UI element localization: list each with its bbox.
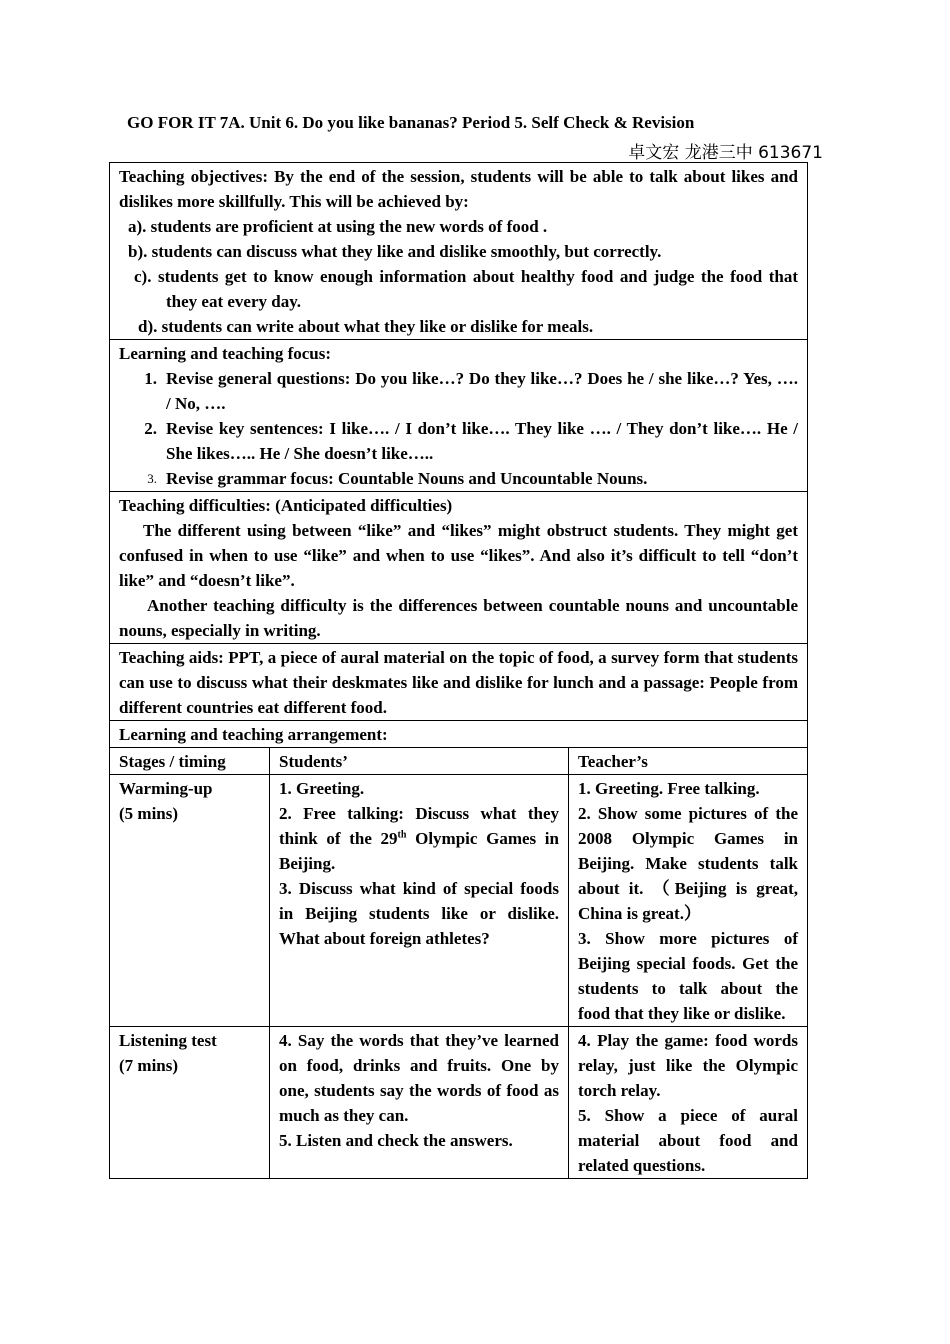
student-activity: 1. Greeting. [279, 779, 365, 798]
stage-timing: (5 mins) [119, 804, 179, 823]
objectives-row [110, 163, 808, 340]
difficulties-cell [110, 492, 808, 644]
objective-d: d). students can write about what they like or dislike for meals. [138, 317, 594, 336]
focus-item-number: 1. [144, 369, 157, 388]
focus-heading: Learning and teaching focus: [119, 344, 332, 363]
objective-a: a). students are proficient at using the new words of food . [128, 217, 548, 236]
focus-item [119, 366, 798, 416]
column-header-students: Students’ [270, 748, 569, 775]
focus-item [119, 416, 798, 466]
teacher-activity: 5. Show a piece of aural material about food and related questions. [578, 1106, 798, 1175]
focus-item-text: Revise key sentences: I like…. / I don’t like…. They like …. / They don’t like…. He / She likes….. He / She doesn’t like….. [166, 419, 798, 463]
objectives-cell [110, 163, 808, 340]
teacher-activity: 2. Show some pictures of the 2008 Olympic Games in Beijing. Make students talk about it. （Beijing is great, China is great.） [578, 804, 798, 923]
student-activity: 4. Say the words that they’ve learned on food, drinks and fruits. One by one, students say the words of food as much as they can. [279, 1031, 559, 1125]
listening-stage-cell [110, 1027, 270, 1179]
teacher-activity: 1. Greeting. Free talking. [578, 779, 760, 798]
stage-name: Warming-up [119, 779, 213, 798]
warmup-row [110, 775, 808, 1027]
document-title: GO FOR IT 7A. Unit 6. Do you like bananas? Period 5. Self Check & Revision [127, 113, 695, 132]
student-activity: 5. Listen and check the answers. [279, 1131, 513, 1150]
difficulties-row [110, 492, 808, 644]
aids-row [110, 644, 808, 721]
difficulties-heading: Teaching difficulties: (Anticipated difficulties) [119, 496, 453, 515]
aids-cell [110, 644, 808, 721]
aids-text: Teaching aids: PPT, a piece of aural material on the topic of food, a survey form that students can use to discuss what their deskmates like and dislike for lunch and a passage: People from different countries eat different food. [119, 648, 798, 717]
focus-row [110, 340, 808, 492]
arrangement-heading: Learning and teaching arrangement: [110, 721, 808, 748]
stage-timing: (7 mins) [119, 1056, 179, 1075]
warmup-stage-cell [110, 775, 270, 1027]
objective-b: b). students can discuss what they like and dislike smoothly, but correctly. [128, 242, 662, 261]
student-activity-part: Olympic Games in Beijing. [279, 829, 559, 873]
warmup-teacher-cell [569, 775, 808, 1027]
column-header-row [110, 748, 808, 775]
focus-item-number: 3. [147, 471, 157, 486]
arrangement-heading-row [110, 721, 808, 748]
difficulties-paragraph-2: Another teaching difficulty is the differences between countable nouns and uncountable nouns, especially in writing. [119, 596, 798, 640]
objectives-intro: Teaching objectives: By the end of the session, students will be able to talk about likes and dislikes more skillfully. This will be achieved by: [119, 167, 798, 211]
teacher-activity: 4. Play the game: food words relay, just like the Olympic torch relay. [578, 1031, 798, 1100]
ordinal-suffix: th [397, 829, 407, 841]
column-header-teachers: Teacher’s [569, 748, 808, 775]
teacher-activity: 3. Show more pictures of Beijing special foods. Get the students to talk about the food that they like or dislike. [578, 929, 798, 1023]
column-header-stages: Stages / timing [110, 748, 270, 775]
listening-teacher-cell [569, 1027, 808, 1179]
listening-students-cell [270, 1027, 569, 1179]
difficulties-paragraph-1: The different using between “like” and “likes” might obstruct students. They might get confused in when to use “like” and when to use “likes”. And also it’s difficult to tell “don’t like” and “doesn’t like”. [119, 521, 798, 590]
student-activity: 3. Discuss what kind of special foods in Beijing students like or dislike. What about foreign athletes? [279, 879, 559, 948]
stage-name: Listening test [119, 1031, 217, 1050]
focus-item [119, 466, 798, 491]
author-line: 卓文宏 龙港三中 613671 [628, 143, 823, 163]
objective-c: c). students get to know enough information about healthy food and judge the food that they eat every day. [134, 267, 798, 311]
listening-row [110, 1027, 808, 1179]
student-activity-part: 2. Free talking: Discuss what they think of the 29 [279, 804, 559, 848]
focus-item-text: Revise general questions: Do you like…? Do they like…? Does he / she like…? Yes, …. / No, …. [166, 369, 798, 413]
warmup-students-cell [270, 775, 569, 1027]
focus-item-number: 2. [144, 419, 157, 438]
lesson-plan-table [109, 162, 808, 1179]
student-activity [279, 801, 559, 876]
focus-cell [110, 340, 808, 492]
focus-item-text: Revise grammar focus: Countable Nouns and Uncountable Nouns. [166, 469, 648, 488]
